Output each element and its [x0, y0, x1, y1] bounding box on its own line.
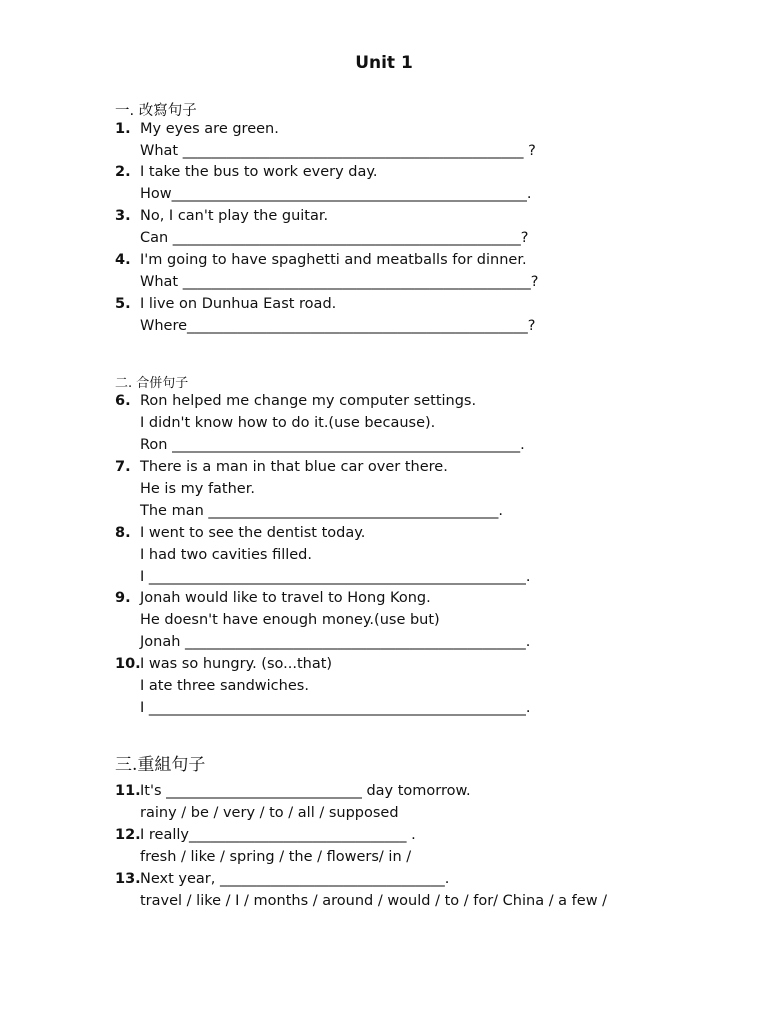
question-number: 10.	[115, 656, 141, 672]
section-2-heading: 二. 合併句子	[115, 376, 189, 391]
answer-line: Jonah _______________________________________________.	[140, 634, 531, 650]
question-number: 4.	[115, 252, 131, 268]
section-1-heading: 一. 改寫句子	[115, 103, 197, 119]
question-number: 6.	[115, 393, 131, 409]
question-number: 5.	[115, 296, 131, 312]
question-text: He doesn't have enough money.(use but)	[140, 612, 440, 628]
page-title: Unit 1	[355, 53, 413, 73]
word-bank: fresh / like / spring / the / flowers/ in /	[140, 849, 412, 865]
answer-line: Can ________________________________________________?	[140, 230, 529, 246]
question-text: It's ___________________________ day tomorrow.	[140, 783, 471, 799]
question-text: Next year, _______________________________.	[140, 871, 450, 887]
question-text: I went to see the dentist today.	[140, 525, 366, 541]
question-text: Ron helped me change my computer settings.	[140, 393, 477, 409]
question-text: No, I can't play the guitar.	[140, 208, 329, 224]
question-text: I ate three sandwiches.	[140, 678, 309, 694]
question-text: There is a man in that blue car over there.	[140, 459, 448, 475]
answer-line: Where_______________________________________________?	[140, 318, 536, 334]
question-text: I had two cavities filled.	[140, 547, 312, 563]
question-text: I take the bus to work every day.	[140, 164, 378, 180]
answer-line: The man ________________________________________.	[140, 503, 503, 519]
question-number: 12.	[115, 827, 141, 843]
question-text: I'm going to have spaghetti and meatballs for dinner.	[140, 252, 527, 268]
answer-line: I ____________________________________________________.	[140, 569, 531, 585]
answer-line: Ron ________________________________________________.	[140, 437, 525, 453]
question-text: I live on Dunhua East road.	[140, 296, 337, 312]
question-number: 13.	[115, 871, 141, 887]
word-bank: travel / like / I / months / around / would / to / for/ China / a few /	[140, 893, 608, 909]
word-bank: rainy / be / very / to / all / supposed	[140, 805, 399, 821]
question-text: Jonah would like to travel to Hong Kong.	[140, 590, 431, 606]
question-number: 8.	[115, 525, 131, 541]
question-text: I really______________________________ .	[140, 827, 416, 843]
question-number: 11.	[115, 783, 141, 799]
question-text: He is my father.	[140, 481, 255, 497]
section-3-heading: 三.重組句子	[115, 755, 206, 775]
question-text: I was so hungry. (so...that)	[140, 656, 333, 672]
question-number: 1.	[115, 121, 131, 137]
question-number: 7.	[115, 459, 131, 475]
question-text: I didn't know how to do it.(use because).	[140, 415, 436, 431]
question-number: 3.	[115, 208, 131, 224]
answer-line: What ________________________________________________?	[140, 274, 539, 290]
question-number: 9.	[115, 590, 131, 606]
question-number: 2.	[115, 164, 131, 180]
answer-line: How_________________________________________________.	[140, 186, 532, 202]
answer-line: What _______________________________________________ ?	[140, 143, 536, 159]
question-text: My eyes are green.	[140, 121, 279, 137]
answer-line: I ____________________________________________________.	[140, 700, 531, 716]
